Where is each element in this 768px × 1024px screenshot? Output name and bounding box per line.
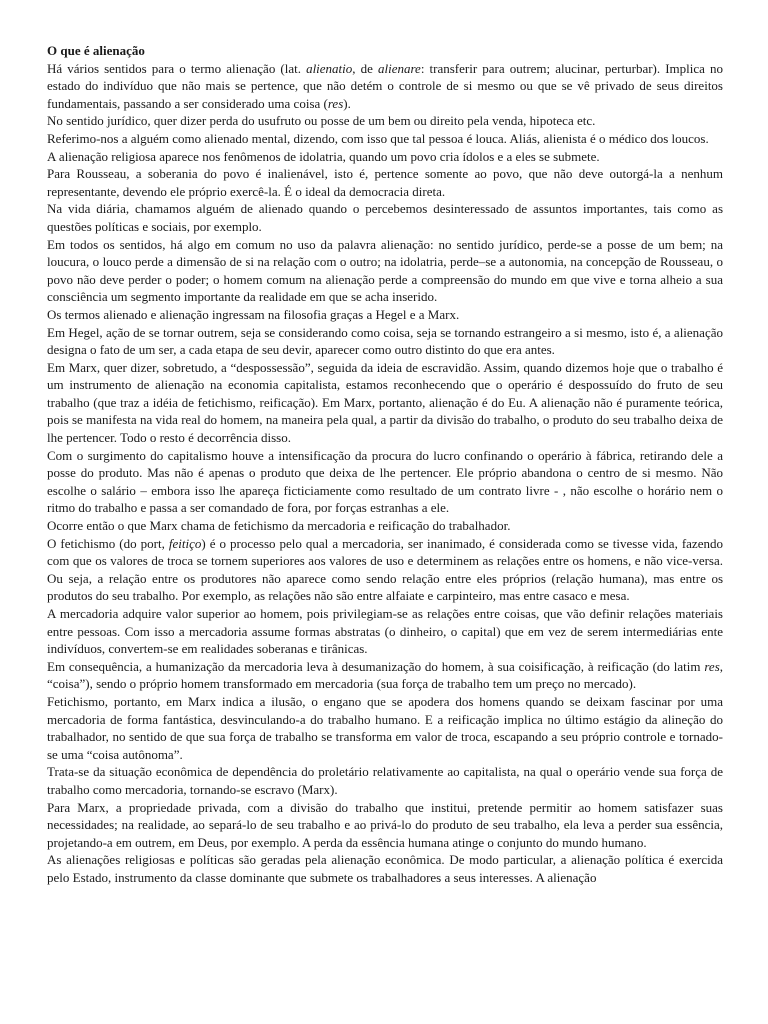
italic-term: alienatio (306, 60, 353, 76)
paragraph (47, 535, 723, 605)
paragraph (47, 517, 723, 535)
text-run: Trata-se da situação econômica de dependência do proletário relativamente ao capitalista, na qual o operário vende sua força de trabalho como mercadoria, tornando-se escravo (Marx). (47, 764, 723, 797)
text-run: , “coisa”), sendo o próprio homem transformado em mercadoria (sua força de trabalho tem um preço no mercado). (47, 658, 723, 692)
text-run: Referimo-nos a alguém como alienado mental, dizendo, com isso que tal pessoa é louca. Aliás, alienista é o médico dos loucos. (47, 130, 709, 146)
paragraph (47, 60, 723, 113)
text-run: Em Marx, quer dizer, sobretudo, a “despossessão”, seguida da ideia de escravidão. Assim, quando dizemos hoje que o trabalho é um instrumento de alienação na economia capitalista, estamos reconhecendo que o operário é despossuído do fruto de seu trabalho (que traz a idéia de fetichismo, reificação). Em Marx, portanto, alienação é do Eu. A alienação não é puramente teórica, pois se manifesta na vida real do homem, na maneira pela qual, a partir da divisão do trabalho, o produto do seu trabalho deixa de lhe pertencer. Todo o resto é decorrência disso. (47, 359, 723, 446)
paragraph (47, 165, 723, 200)
text-run: Fetichismo, portanto, em Marx indica a ilusão, o engano que se apodera dos homens quando se deixam fascinar por uma mercadoria de forma fantástica, desvinculando-a do trabalho humano. E a reificação implica no último estágio da alineção do trabalhador, no sentido de que sua força de trabalho se transforma em valor de troca, escapando a seu próprio controle e tornado-se uma “coisa autônoma”. (47, 693, 723, 762)
italic-term: alienare (377, 60, 421, 76)
text-run: Com o surgimento do capitalismo houve a intensificação da procura do lucro confinando o operário à fábrica, retirando dele a posse do produto. Mas não é apenas o produto que deixa de lhe pertencer. Ele próprio abandona o centro de si mesmo. Não escolhe o salário – embora isso lhe apareça ficticiamente como resultado de um contrato livre - , não escolhe o horário nem o ritmo do trabalho e passa a ser comandado de fora, por forças estranhas a ele. (47, 447, 723, 516)
italic-term: res (327, 95, 344, 111)
paragraph (47, 359, 723, 447)
document-page (47, 42, 723, 887)
text-run: Em Hegel, ação de se tornar outrem, seja se considerando como coisa, seja se tornando estrangeiro a si mesmo, isto é, a alienação designa o fato de um ser, a cada etapa de seu devir, aparecer como outro distinto do que era antes. (47, 324, 723, 358)
text-run: ). (343, 95, 351, 111)
paragraph (47, 200, 723, 235)
paragraph (47, 851, 723, 886)
text-run: A alienação religiosa aparece nos fenômenos de idolatria, quando um povo cria ídolos e a eles se submete. (47, 148, 600, 164)
text-run: Em todos os sentidos, há algo em comum no uso da palavra alienação: no sentido jurídico, perde-se a posse de um bem; na loucura, o louco perde a dimensão de si na relação com o outro; na idolatria, perde–se a autonomia, na concepção de Rousseau, o povo não deve perder o poder; o homem comum na alienação perde a compreensão do mundo em que vive e torna alheio a sua consciência um segmento importante da realidade em que se acha inserido. (47, 236, 723, 305)
text-run: Os termos alienado e alienação ingressam na filosofia graças a Hegel e a Marx. (47, 306, 460, 322)
document-body (47, 60, 723, 887)
text-run: As alienações religiosas e políticas são geradas pela alienação econômica. De modo particular, a alienação política é exercida pelo Estado, instrumento da classe dominante que submete os trabalhadores a seus interesses. A alienação (47, 852, 723, 885)
italic-term: res (704, 658, 720, 674)
paragraph (47, 112, 723, 130)
text-run: Ocorre então o que Marx chama de fetichismo da mercadoria e reificação do trabalhador. (47, 518, 511, 534)
paragraph (47, 799, 723, 852)
text-run: O fetichismo (do port, (47, 535, 169, 551)
italic-term: feitiço (168, 535, 202, 551)
paragraph (47, 236, 723, 306)
paragraph (47, 148, 723, 166)
text-run: Para Rousseau, a soberania do povo é inalienável, isto é, pertence somente ao povo, que não deve outorgá-la a nenhum representante, devendo ele próprio exercê-la. É o ideal da democracia direta. (47, 166, 723, 199)
paragraph (47, 658, 723, 693)
text-run: Para Marx, a propriedade privada, com a divisão do trabalho que institui, pretende permitir ao homem satisfazer suas necessidades; na realidade, ao separá-lo de seu trabalho e ao privá-lo do produto de seu trabalho, ela leva a perder sua essência, projetando-a em outrem, em Deus, por exemplo. A perda da essência humana atinge o conjunto do mundo humano. (47, 799, 723, 850)
paragraph (47, 447, 723, 517)
document-title: O que é alienação (47, 43, 145, 58)
text-run: : transferir para outrem; alucinar, perturbar). Implica no estado do indivíduo que não mais se pertence, que não detém o controle de si mesmo ou que se vê privado de seus direitos fundamentais, passando a ser considerado uma coisa ( (47, 60, 723, 111)
paragraph (47, 605, 723, 658)
paragraph (47, 693, 723, 763)
text-run: , de (352, 60, 378, 76)
text-run: Em consequência, a humanização da mercadoria leva à desumanização do homem, à sua coisificação, à reificação (do latim (47, 658, 705, 674)
text-run: No sentido jurídico, quer dizer perda do usufruto ou posse de um bem ou direito pela venda, hipoteca etc. (47, 113, 596, 129)
text-run: ) é o processo pelo qual a mercadoria, ser inanimado, é considerada como se tivesse vida, fazendo com que os valores de troca se tornem superiores aos valores de uso e determinem as relações entre os homens, e não vice-versa. Ou seja, a relação entre os produtores não aparece como sendo relação entre eles próprios (relação humana), mas entre os produtos do seu trabalho. Por exemplo, as relações não são entre alfaiate e carpinteiro, mas entre casaco e mesa. (47, 535, 723, 604)
text-run: A mercadoria adquire valor superior ao homem, pois privilegiam-se as relações entre coisas, que vão definir relações materiais entre pessoas. Com isso a mercadoria assume formas abstratas (o dinheiro, o capital) que em vez de serem intermediárias ente indivíduos, convertem-se em realidades soberanas e tirânicas. (47, 606, 723, 657)
paragraph (47, 324, 723, 359)
text-run: Há vários sentidos para o termo alienação (lat. (47, 60, 307, 76)
paragraph (47, 130, 723, 148)
text-run: Na vida diária, chamamos alguém de alienado quando o percebemos desinteressado de assuntos importantes, tais como as questões políticas e sociais, por exemplo. (47, 201, 723, 234)
paragraph (47, 306, 723, 324)
paragraph (47, 763, 723, 798)
